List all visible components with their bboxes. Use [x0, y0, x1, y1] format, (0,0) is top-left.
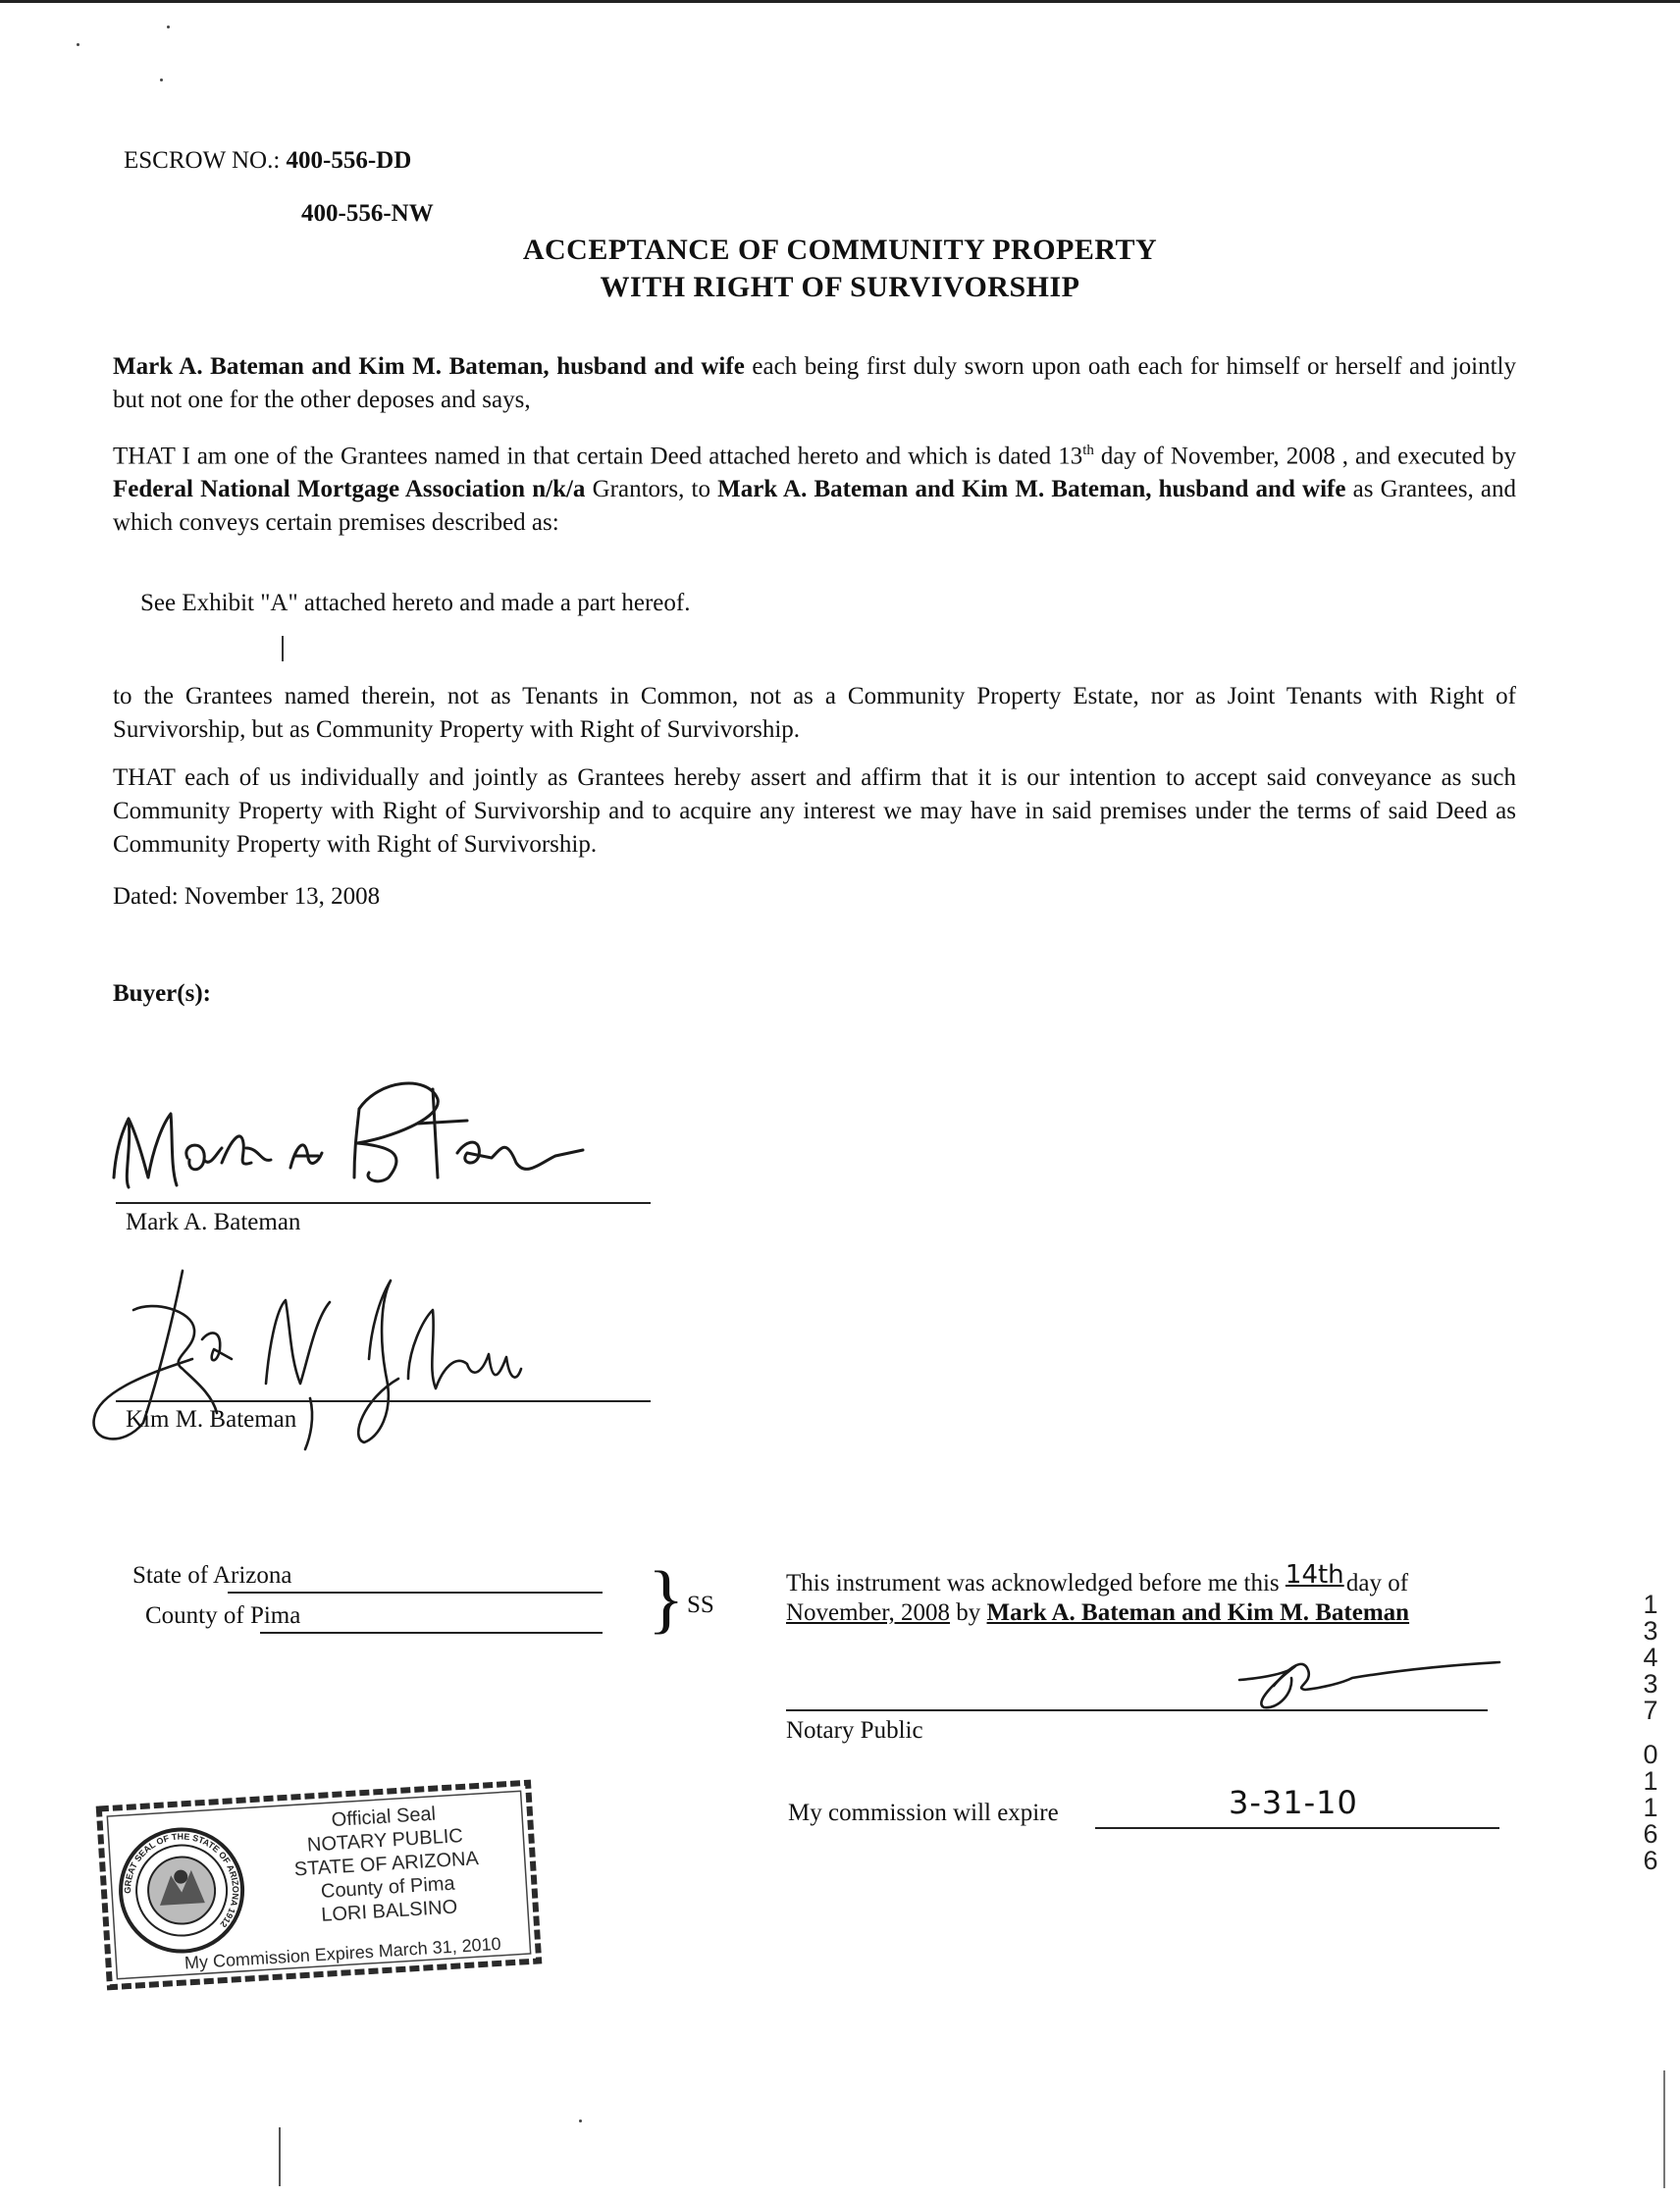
escrow-number-2: 400-556-NW: [301, 200, 434, 227]
mark-bateman-name: Mark A. Bateman: [126, 1209, 301, 1235]
recording-number-vertical: [1639, 1592, 1662, 1874]
exhibit-reference: See Exhibit "A" attached hereto and made a part hereof.: [140, 590, 691, 616]
seal-emblem-text: GREAT SEAL OF THE STATE OF ARIZONA 1912: [123, 1831, 241, 1930]
state-line: [132, 1562, 291, 1590]
ack-text-b: day of: [1345, 1570, 1409, 1596]
ordinal-suffix: th: [1082, 443, 1094, 458]
grantee-names: Mark A. Bateman and Kim M. Bateman, husband and wife: [717, 476, 1346, 503]
recording-digit: 3: [1643, 1616, 1658, 1646]
scan-edge-mark: [1663, 2070, 1665, 2188]
recording-digit: 6: [1643, 1819, 1658, 1849]
scan-speck: [160, 78, 163, 81]
buyers-label: Buyer(s):: [113, 980, 211, 1007]
seal-commission-line: My Commission Expires March 31, 2010: [184, 1933, 502, 1973]
commission-expire-underline: [1095, 1827, 1499, 1829]
seal-line-4: County of Pima: [320, 1872, 456, 1903]
venue-brace: }: [648, 1555, 685, 1641]
county-underline: [260, 1632, 603, 1634]
scan-speck: [579, 2120, 582, 2122]
notary-signature: [1234, 1648, 1509, 1727]
seal-line-2: NOTARY PUBLIC: [306, 1824, 464, 1857]
tenancy-paragraph: to the Grantees named therein, not as Tenants in Common, not as a Community Property Estate, nor as Joint Tenants with Right of Survivorship, but as Community Property with Right of Survivorship.: [113, 683, 1516, 743]
grantees-text-a: THAT I am one of the Grantees named in that certain Deed attached hereto and which is dated 13: [113, 443, 1083, 470]
commission-expire-handwritten: 3-31-10: [1229, 1784, 1358, 1821]
document-title-line-2: WITH RIGHT OF SURVIVORSHIP: [600, 271, 1080, 303]
scan-top-edge: [0, 0, 1680, 3]
recording-digit: 3: [1643, 1669, 1658, 1699]
parties-names: Mark A. Bateman and Kim M. Bateman, husband and wife: [113, 353, 745, 380]
scan-tick: [282, 636, 284, 661]
notary-public-label: Notary Public: [786, 1717, 923, 1744]
seal-line-5: LORI BALSINO: [320, 1896, 458, 1926]
seal-text-block: [250, 1798, 522, 1931]
kim-signature-line: [116, 1400, 651, 1402]
dated-line: Dated: November 13, 2008: [113, 883, 381, 910]
grantees-text-b: day of November, 2008 , and executed by: [1093, 443, 1516, 470]
state-underline: [228, 1592, 603, 1594]
state-label: State of: [132, 1562, 209, 1589]
county-value: Pima: [249, 1602, 301, 1629]
scan-tick: [279, 2127, 281, 2186]
scan-speck: [77, 43, 79, 46]
document-title-line-1: ACCEPTANCE OF COMMUNITY PROPERTY: [522, 234, 1158, 266]
grantees-text-d: as Grantees, and which conveys certain premises described as:: [113, 476, 1517, 537]
recording-digit: 0: [1643, 1740, 1658, 1769]
acknowledgment-line-1: [786, 1560, 1502, 1597]
recording-digit: 1: [1643, 1590, 1658, 1619]
ack-date: November, 2008: [786, 1599, 951, 1626]
county-label: County of: [145, 1602, 244, 1629]
grantees-text-c: Grantors, to: [585, 476, 718, 503]
seal-emblem: [117, 1826, 245, 1955]
ss-mark: SS: [687, 1592, 714, 1618]
mark-bateman-signature: [94, 1070, 604, 1217]
recording-digit: 1: [1643, 1766, 1658, 1796]
ack-day-handwritten: 14th: [1285, 1560, 1344, 1590]
escrow-label: ESCROW NO.:: [124, 147, 281, 174]
mark-signature-line: [116, 1202, 651, 1204]
svg-text:GREAT SEAL OF THE STATE OF ARI: [119, 1828, 242, 1936]
kim-bateman-name: Kim M. Bateman: [126, 1406, 297, 1433]
notary-signature-line: [786, 1709, 1488, 1711]
escrow-line: [124, 147, 411, 175]
recording-digit: 1: [1643, 1793, 1658, 1822]
seal-line-1: Official Seal: [331, 1803, 437, 1832]
acknowledgment-line-2: [786, 1599, 1409, 1627]
grantor-name: Federal National Mortgage Association n/k/a: [113, 476, 586, 503]
escrow-number: 400-556-DD: [286, 147, 412, 174]
state-value: Arizona: [212, 1562, 292, 1589]
intro-text: each being first duly sworn upon oath each for himself or herself and jointly but not one for the other deposes and says,: [113, 353, 1516, 413]
affirmation-paragraph: THAT each of us individually and jointly as Grantees hereby assert and affirm that it is our intention to accept said conveyance as such Community Property with Right of Survivorship and to acquire any interest we may have in said premises under the terms of said Deed as Community Property with Right of Survivorship.: [113, 764, 1516, 858]
notary-seal-stamp: [92, 1774, 545, 1995]
ack-names: Mark A. Bateman and Kim M. Bateman: [986, 1599, 1410, 1626]
recording-digit: 6: [1643, 1846, 1658, 1875]
grantees-paragraph: [113, 434, 1516, 540]
recording-digit: 7: [1643, 1696, 1658, 1725]
county-line: [145, 1602, 300, 1630]
scan-speck: [167, 26, 170, 28]
recording-digit: 4: [1643, 1643, 1658, 1672]
seal-line-3: STATE OF ARIZONA: [293, 1848, 480, 1881]
ack-text-a: This instrument was acknowledged before me this: [786, 1570, 1286, 1596]
commission-expire-label: My commission will expire: [788, 1800, 1059, 1826]
ack-text-c: by: [950, 1599, 987, 1626]
intro-paragraph: [113, 350, 1516, 417]
